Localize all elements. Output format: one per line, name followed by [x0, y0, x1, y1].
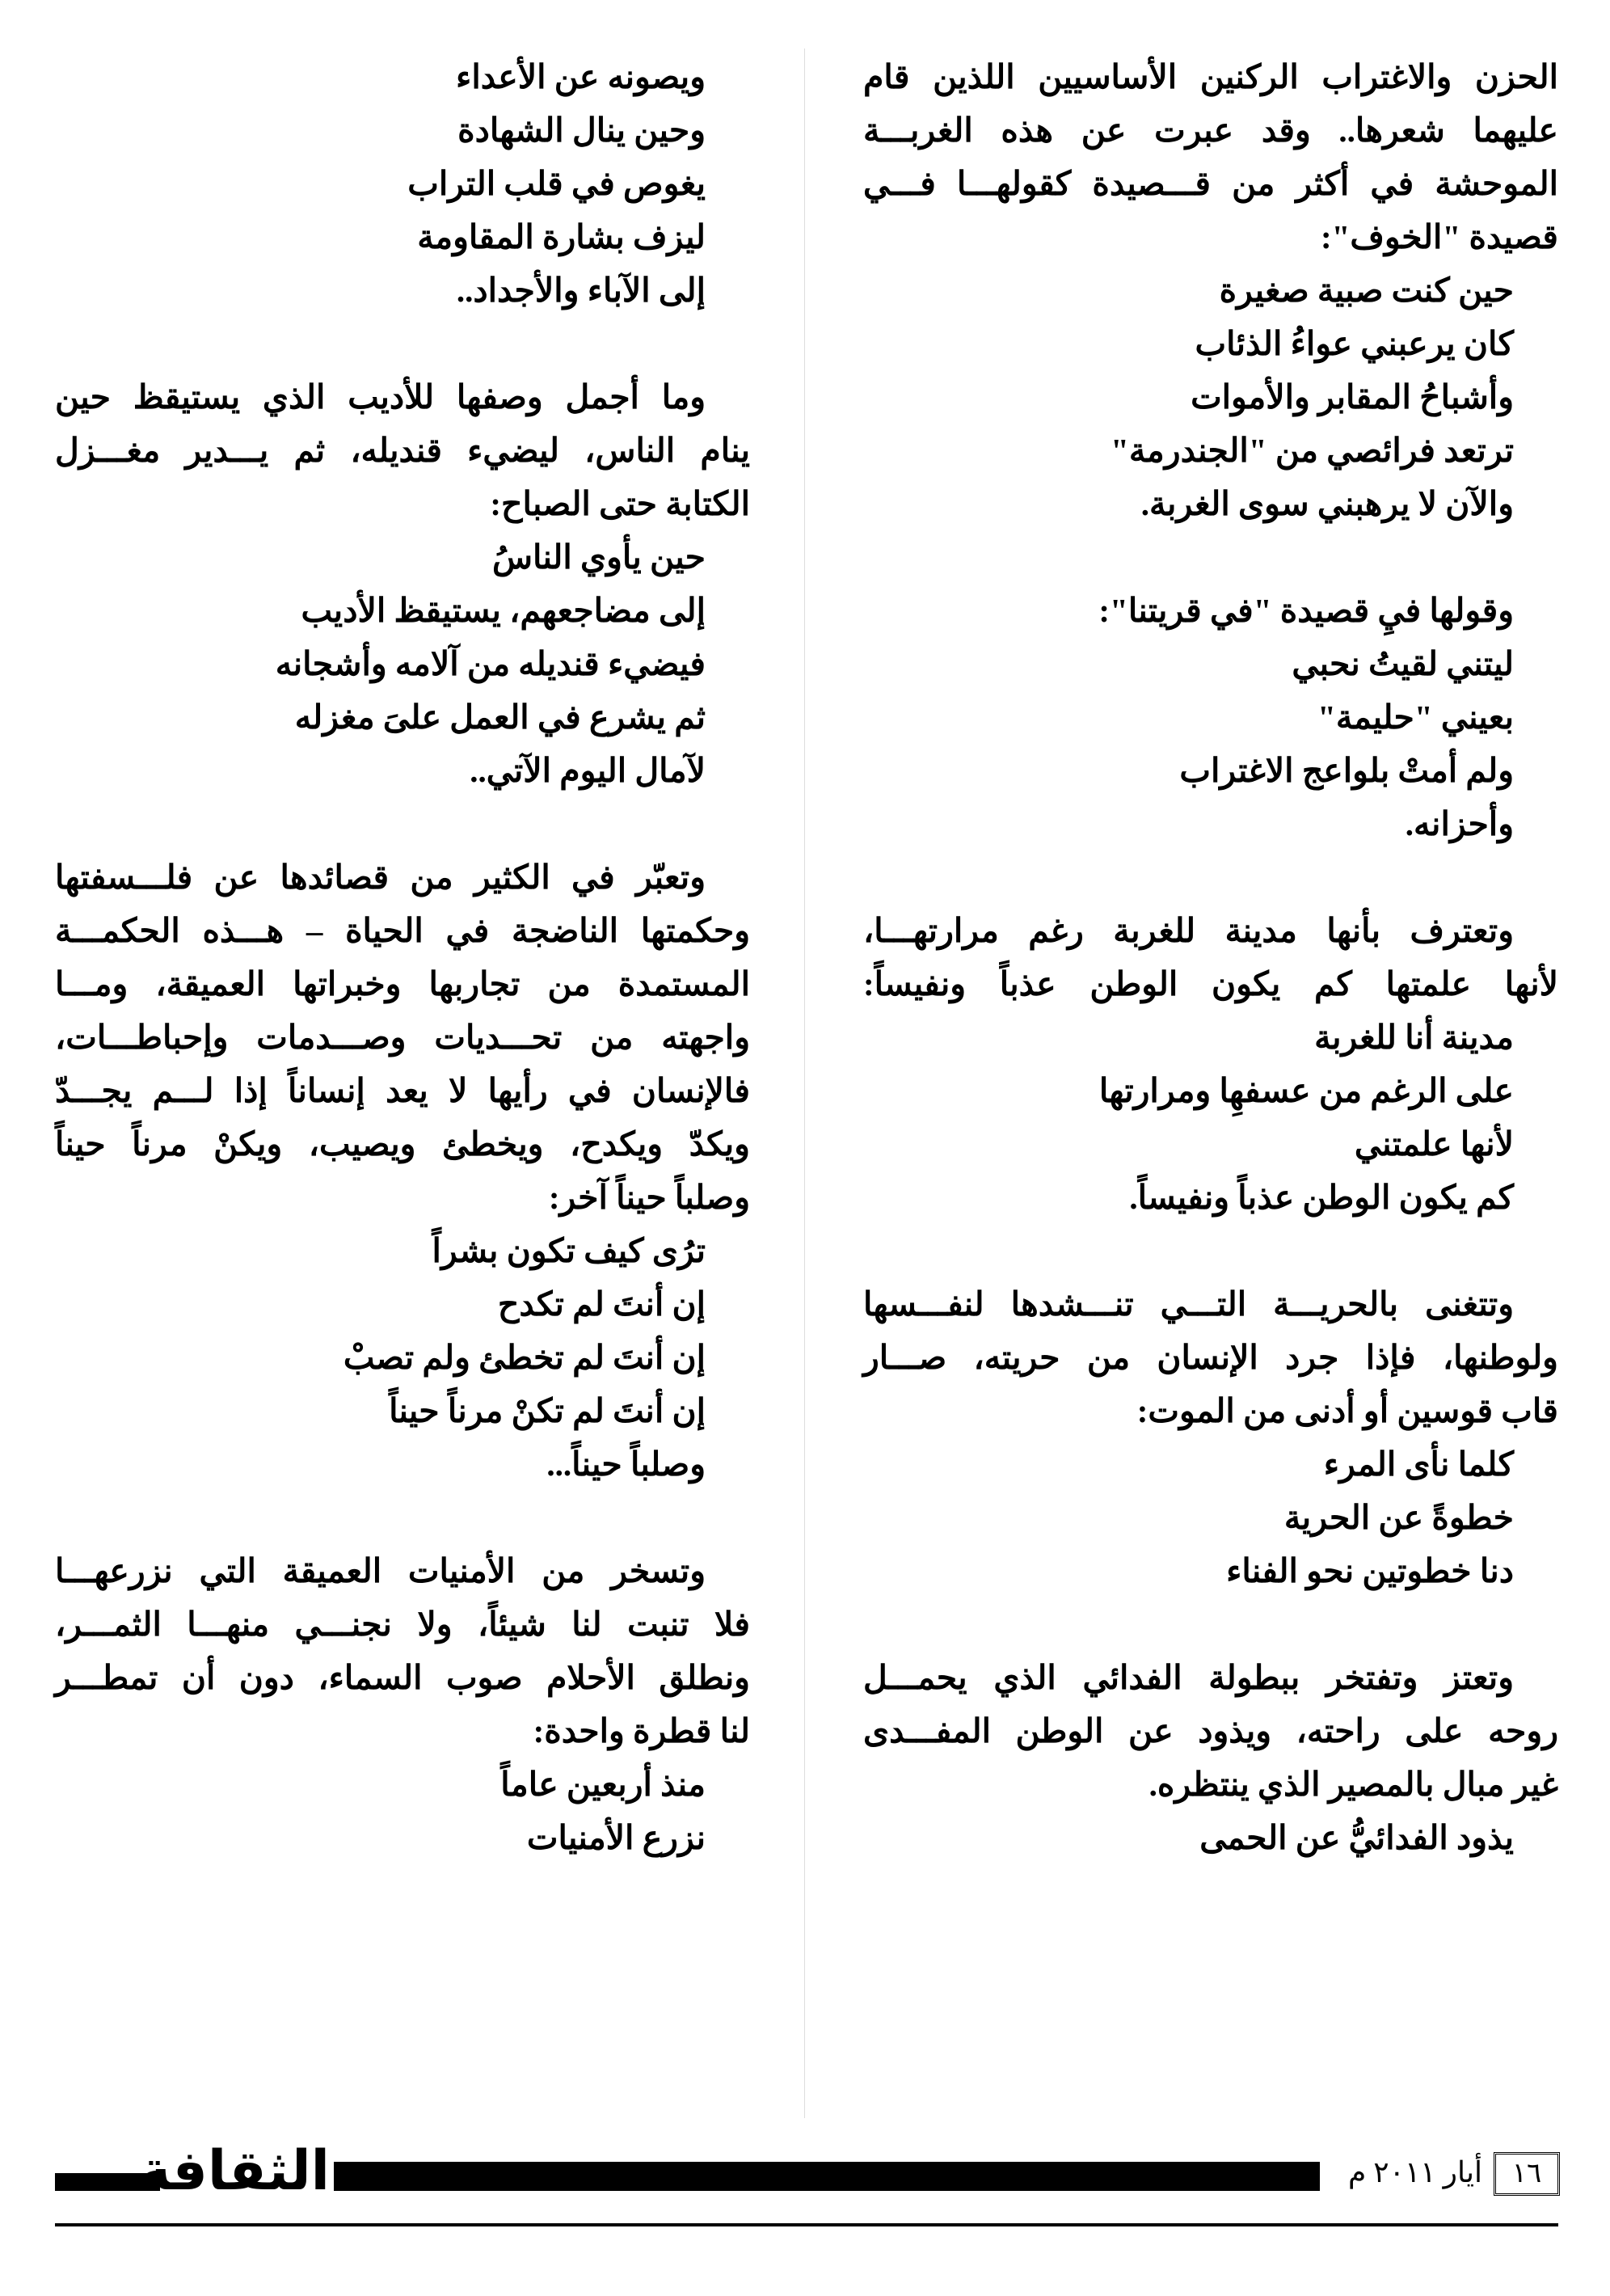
left-column — [55, 50, 750, 1864]
verse-line: إلى مضاجعهم، يستيقظ الأديب — [301, 592, 706, 629]
verse-line: وصلباً حيناً... — [546, 1446, 706, 1483]
text-line: ينام الناس، ليضيء قنديله، ثم يـــدير مغـــزل — [55, 432, 750, 469]
verse-line: يغوص في قلب التراب — [407, 165, 706, 202]
verse-line: ثم يشرع في العمل علىَ مغزله — [294, 699, 706, 736]
verse-line: وأشباحُ المقابر والأموات — [1191, 378, 1514, 416]
footer-bar — [334, 2162, 1320, 2191]
text-line: ونطلق الأحلام صوب السماء، دون أن تمطـــر — [55, 1659, 750, 1696]
verse-line: ليتني لقيتُ نحبي — [1292, 645, 1514, 682]
verse-line: حين يأوي الناسُ — [491, 538, 706, 576]
verse-line: كان يرعبني عواءُ الذئاب — [1195, 325, 1514, 362]
text-line: الكتابة حتى الصباح: — [490, 485, 750, 522]
verse-line: ولم أمتْ بلواعج الاغتراب — [1179, 752, 1514, 789]
text-line: فلا تنبت لنا شيئاً، ولا نجنـــي منهـــا الثمـــر، — [55, 1606, 750, 1643]
verse-line: فيضيء قنديله من آلامه وأشجانه — [275, 645, 706, 682]
text-line: قصيدة "الخوف": — [1321, 218, 1558, 255]
magazine-brand — [55, 2139, 330, 2203]
text-line: غير مبال بالمصير الذي ينتظره. — [1148, 1766, 1558, 1803]
page-footer — [55, 2139, 1558, 2203]
paragraph-gap — [863, 850, 1558, 904]
verse-line: نزرع الأمنيات — [526, 1819, 706, 1856]
text-line: فالإنسان في رأيها لا يعد إنساناً إذا لـــم يجـــدّ — [55, 1072, 750, 1109]
text-line: وتعترف بأنها مدينة للغربة رغم مرارتهـــا، — [863, 912, 1514, 949]
verse-line: وأحزانه. — [1405, 805, 1514, 842]
text-line: وتعبّر في الكثير من قصائدها عن فلـــسفتها — [55, 859, 706, 896]
verse-line: إن أنتَ لم تخطئ ولم تصبْ — [343, 1339, 706, 1376]
verse-line: دنا خطوتين نحو الفناء — [1226, 1552, 1514, 1589]
verse-line: إن أنتَ لم تكدح — [497, 1285, 706, 1323]
paragraph-gap — [863, 530, 1558, 584]
text-line: وتتغنى بالحريـــة التـــي تنـــشدها لنفـــسها — [863, 1285, 1514, 1323]
verse-line: ليزف بشارة المقاومة — [417, 218, 706, 255]
text-line: وحكمتها الناضجة في الحياة – هـــذه الحكمـــة — [55, 912, 750, 949]
verse-line: وقولها فيِ قصيدة "في قريتنا": — [1098, 592, 1514, 629]
text-line: لنا قطرة واحدة: — [533, 1712, 750, 1749]
verse-line: والآن لا يرهبني سوى الغربة. — [1140, 485, 1514, 522]
text-line: وتسخر من الأمنيات العميقة التي نزرعهـــا — [55, 1552, 706, 1589]
text-line: روحه على راحته، ويذود عن الوطن المفـــدى — [863, 1712, 1558, 1749]
right-column — [863, 50, 1558, 1864]
bottom-rule — [55, 2223, 1558, 2226]
verse-line: ترتعد فرائصي من "الجندرمة" — [1111, 432, 1514, 469]
verse-line: إلى الآباء والأجداد.. — [456, 272, 706, 309]
text-line: ولوطنها، فإذا جرد الإنسان من حريته، صـــار — [863, 1339, 1558, 1376]
paragraph-gap — [55, 797, 750, 850]
verse-line: يذود الفدائيُّ عن الحمى — [1199, 1819, 1514, 1856]
issue-date: أيار ٢٠١١ م — [1348, 2156, 1483, 2188]
magazine-logo: الثقافة — [138, 2139, 330, 2203]
verse-line: وحين ينال الشهادة — [457, 112, 706, 149]
verse-line: ويصونه عن الأعداء — [456, 58, 706, 95]
verse-line: خطوةً عن الحرية — [1283, 1499, 1514, 1536]
text-line: عليهما شعرها.. وقد عبرت عن هذه الغربـــة — [863, 112, 1558, 149]
verse-line: بعيني "حليمة" — [1317, 699, 1514, 736]
paragraph-gap — [863, 1224, 1558, 1277]
text-line: المستمدة من تجاربها وخبراتها العميقة، ومـــا — [55, 965, 750, 1002]
text-line: ويكدّ ويكدح، ويخطئ ويصيب، ويكنْ مرناً حيناً — [55, 1125, 750, 1163]
verse-line: منذ أربعين عاماً — [500, 1766, 706, 1803]
text-line: وما أجمل وصفها للأديب الذي يستيقظ حين — [55, 378, 706, 416]
text-line: وتعتز وتفتخر ببطولة الفدائي الذي يحمـــل — [863, 1659, 1514, 1696]
paragraph-gap — [55, 1491, 750, 1544]
verse-line: حين كنت صبية صغيرة — [1219, 272, 1514, 309]
text-line: قاب قوسين أو أدنى من الموت: — [1136, 1392, 1558, 1429]
text-line: وصلباً حيناً آخر: — [548, 1179, 750, 1216]
text-line: لأنها علمتها كم يكون الوطن عذباً ونفيساً: — [863, 965, 1558, 1002]
column-divider — [804, 49, 805, 2118]
text-line: الحزن والاغتراب الركنين الأساسيين اللذين قام — [863, 58, 1558, 95]
paragraph-gap — [863, 1597, 1558, 1651]
page-number: ١٦ — [1494, 2152, 1560, 2196]
verse-line: مدينة أنا للغربة — [1314, 1019, 1514, 1056]
verse-line: على الرغم من عسفهِا ومرارتها — [1098, 1072, 1514, 1109]
verse-line: كلما نأى المرء — [1323, 1446, 1514, 1483]
verse-line: كم يكون الوطن عذباً ونفيساً. — [1129, 1179, 1514, 1216]
verse-line: ترُى كيف تكون بشراً — [432, 1232, 706, 1269]
text-line: واجهته من تحـــديات وصـــدمات وإحباطـــات، — [55, 1019, 750, 1056]
paragraph-gap — [55, 317, 750, 370]
verse-line: إن أنتَ لم تكنْ مرناً حيناً — [389, 1392, 706, 1429]
verse-line: لآمال اليوم الآتي.. — [470, 752, 706, 789]
verse-line: لأنها علمتني — [1354, 1125, 1514, 1163]
text-line: الموحشة في أكثر من قـــصيدة كقولهـــا فـــي — [863, 165, 1558, 202]
